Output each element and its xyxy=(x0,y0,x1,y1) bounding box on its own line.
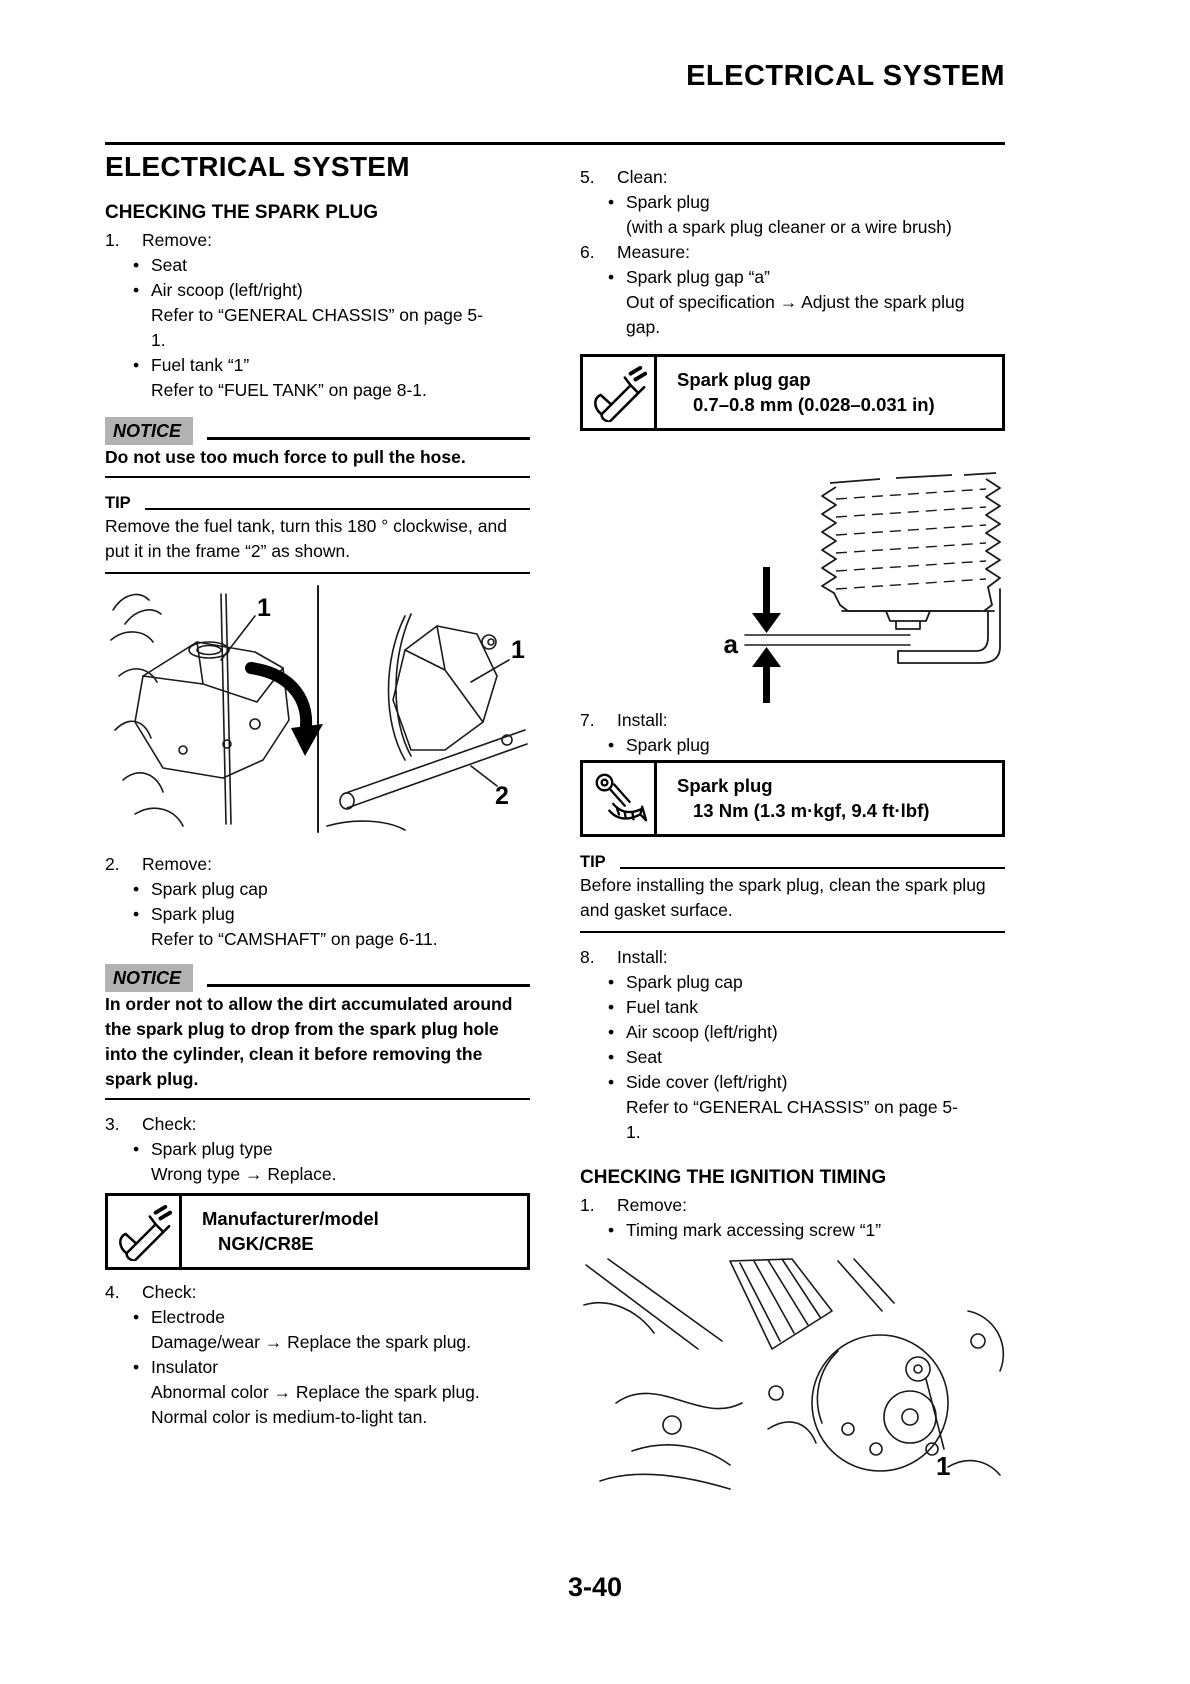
item-result: Abnormal color → Replace the spark plug. xyxy=(151,1382,480,1402)
list-item xyxy=(105,253,530,278)
item-reference-cont: 1. xyxy=(151,330,166,350)
list-item xyxy=(580,1020,1005,1045)
step-5 xyxy=(580,165,1005,190)
fuel-tank-illustration xyxy=(105,580,530,838)
list-item xyxy=(580,1070,1005,1145)
header-rule xyxy=(105,142,1005,145)
step-action: Remove: xyxy=(142,854,213,874)
step-action: Install: xyxy=(617,947,668,967)
step-action: Check: xyxy=(142,1114,197,1134)
caliper-icon xyxy=(108,1196,182,1267)
item-reference: Refer to “GENERAL CHASSIS” on page 5- xyxy=(626,1097,958,1117)
tip-callout xyxy=(105,492,530,574)
spec-title: Manufacturer/model xyxy=(202,1208,379,1229)
item-text: Seat xyxy=(151,255,187,275)
step-action: Remove: xyxy=(617,1195,688,1215)
item-note: (with a spark plug cleaner or a wire brush) xyxy=(626,217,952,237)
notice-bottom-rule xyxy=(105,1098,530,1100)
item-text: Seat xyxy=(626,1047,662,1067)
subsection-heading-ignition-timing: CHECKING THE IGNITION TIMING xyxy=(580,1167,887,1188)
notice-text: Do not use too much force to pull the hose. xyxy=(105,447,466,467)
section-title: ELECTRICAL SYSTEM xyxy=(105,151,410,182)
step-number: 1. xyxy=(580,1195,595,1215)
notice-bottom-rule xyxy=(105,476,530,478)
spec-title: Spark plug gap xyxy=(677,369,811,390)
figure-callout-1-left: 1 xyxy=(257,594,271,622)
notice-callout xyxy=(105,964,530,1100)
tip-head-rule xyxy=(145,508,530,510)
caliper-icon xyxy=(583,357,657,428)
notice-tag: NOTICE xyxy=(105,417,193,445)
notice-head-rule xyxy=(207,984,530,987)
item-text: Electrode xyxy=(151,1307,225,1327)
item-reference: Refer to “CAMSHAFT” on page 6-11. xyxy=(151,929,438,949)
tip-callout xyxy=(580,851,1005,933)
step-7-items xyxy=(580,733,1005,758)
item-reference: Refer to “GENERAL CHASSIS” on page 5- xyxy=(151,305,483,325)
item-text: Spark plug gap “a” xyxy=(626,267,770,287)
figure-callout-a: a xyxy=(723,629,738,659)
step-6-items xyxy=(580,265,1005,340)
item-result-cont: gap. xyxy=(626,317,661,337)
list-item xyxy=(105,353,530,403)
item-text: Spark plug cap xyxy=(151,879,268,899)
list-item xyxy=(580,1045,1005,1070)
spec-value: 0.7–0.8 mm (0.028–0.031 in) xyxy=(693,394,935,415)
step-1-items xyxy=(105,253,530,403)
step-8-items xyxy=(580,970,1005,1145)
spec-box-manufacturer xyxy=(105,1193,530,1270)
item-note: Normal color is medium-to-light tan. xyxy=(151,1407,428,1427)
step-4-items xyxy=(105,1305,530,1430)
spec-value: 13 Nm (1.3 m·kgf, 9.4 ft·lbf) xyxy=(693,800,930,821)
tip-text: Before installing the spark plug, clean the spark plug and gasket surface. xyxy=(580,875,986,920)
step-number: 4. xyxy=(105,1282,120,1302)
list-item xyxy=(105,278,530,353)
step-number: 6. xyxy=(580,242,595,262)
tip-bottom-rule xyxy=(105,572,530,574)
step-number: 2. xyxy=(105,854,120,874)
list-item xyxy=(580,190,1005,240)
tip-head-rule xyxy=(620,867,1005,869)
step-action: Measure: xyxy=(617,242,690,262)
figure-callout-1: 1 xyxy=(936,1451,951,1481)
torque-wrench-icon xyxy=(583,763,657,834)
step-4 xyxy=(105,1280,530,1305)
item-text: Timing mark accessing screw “1” xyxy=(626,1220,882,1240)
subsection-heading-spark-plug: CHECKING THE SPARK PLUG xyxy=(105,202,379,223)
ignition-step-1-items xyxy=(580,1218,1005,1243)
step-2-items xyxy=(105,877,530,952)
item-text: Fuel tank “1” xyxy=(151,355,250,375)
page-header-title: ELECTRICAL SYSTEM xyxy=(686,60,1005,92)
item-text: Spark plug xyxy=(151,904,235,924)
item-text: Air scoop (left/right) xyxy=(626,1022,778,1042)
item-text: Insulator xyxy=(151,1357,219,1377)
spark-plug-gap-illustration xyxy=(580,449,1005,704)
left-column xyxy=(105,150,530,1430)
tip-bottom-rule xyxy=(580,931,1005,933)
step-number: 1. xyxy=(105,230,120,250)
tip-tag: TIP xyxy=(580,853,606,871)
step-number: 5. xyxy=(580,167,595,187)
list-item xyxy=(580,265,1005,340)
item-text: Air scoop (left/right) xyxy=(151,280,303,300)
item-text: Spark plug type xyxy=(151,1139,273,1159)
item-text: Spark plug xyxy=(626,192,710,212)
spec-title: Spark plug xyxy=(677,775,773,796)
item-text: Fuel tank xyxy=(626,997,698,1017)
spec-value: NGK/CR8E xyxy=(218,1233,314,1254)
item-result: Wrong type → Replace. xyxy=(151,1164,337,1184)
figure-spark-plug-gap xyxy=(580,449,1005,704)
spec-box-spark-plug-gap xyxy=(580,354,1005,431)
notice-callout xyxy=(105,417,530,478)
list-item xyxy=(580,970,1005,995)
item-text: Spark plug xyxy=(626,735,710,755)
item-text: Spark plug cap xyxy=(626,972,743,992)
step-action: Clean: xyxy=(617,167,668,187)
step-action: Check: xyxy=(142,1282,197,1302)
notice-text: In order not to allow the dirt accumulated around the spark plug to drop from the spark plug hole into the cylinder, clean it before removing the spark plug. xyxy=(105,994,513,1089)
step-8 xyxy=(580,945,1005,970)
notice-tag: NOTICE xyxy=(105,964,193,992)
item-reference-cont: 1. xyxy=(626,1122,641,1142)
step-2 xyxy=(105,852,530,877)
tip-tag: TIP xyxy=(105,494,131,512)
step-3 xyxy=(105,1112,530,1137)
list-item xyxy=(580,733,1005,758)
tip-text: Remove the fuel tank, turn this 180 ° clockwise, and put it in the frame “2” as shown. xyxy=(105,516,507,561)
list-item xyxy=(105,902,530,952)
notice-head-rule xyxy=(207,437,530,440)
step-5-items xyxy=(580,190,1005,240)
step-action: Install: xyxy=(617,710,668,730)
item-result: Out of specification → Adjust the spark plug xyxy=(626,292,965,312)
list-item xyxy=(105,1355,530,1430)
figure-engine-timing-screw xyxy=(580,1253,1005,1493)
step-number: 7. xyxy=(580,710,595,730)
step-6 xyxy=(580,240,1005,265)
item-text: Side cover (left/right) xyxy=(626,1072,788,1092)
page-number: 3-40 xyxy=(567,1572,623,1602)
item-result: Damage/wear → Replace the spark plug. xyxy=(151,1332,472,1352)
step-1 xyxy=(105,228,530,253)
list-item xyxy=(580,995,1005,1020)
figure-callout-2: 2 xyxy=(495,782,509,810)
item-reference: Refer to “FUEL TANK” on page 8-1. xyxy=(151,380,427,400)
step-3-items xyxy=(105,1137,530,1187)
list-item xyxy=(105,1137,530,1187)
right-column xyxy=(580,165,1005,1493)
engine-illustration xyxy=(580,1253,1005,1493)
list-item xyxy=(105,877,530,902)
figure-callout-1-right: 1 xyxy=(511,636,525,664)
ignition-step-1 xyxy=(580,1193,1005,1218)
step-number: 3. xyxy=(105,1114,120,1134)
list-item xyxy=(580,1218,1005,1243)
step-action: Remove: xyxy=(142,230,213,250)
list-item xyxy=(105,1305,530,1355)
step-number: 8. xyxy=(580,947,595,967)
step-7 xyxy=(580,708,1005,733)
spec-box-torque xyxy=(580,760,1005,837)
figure-fuel-tank-removal xyxy=(105,580,530,838)
